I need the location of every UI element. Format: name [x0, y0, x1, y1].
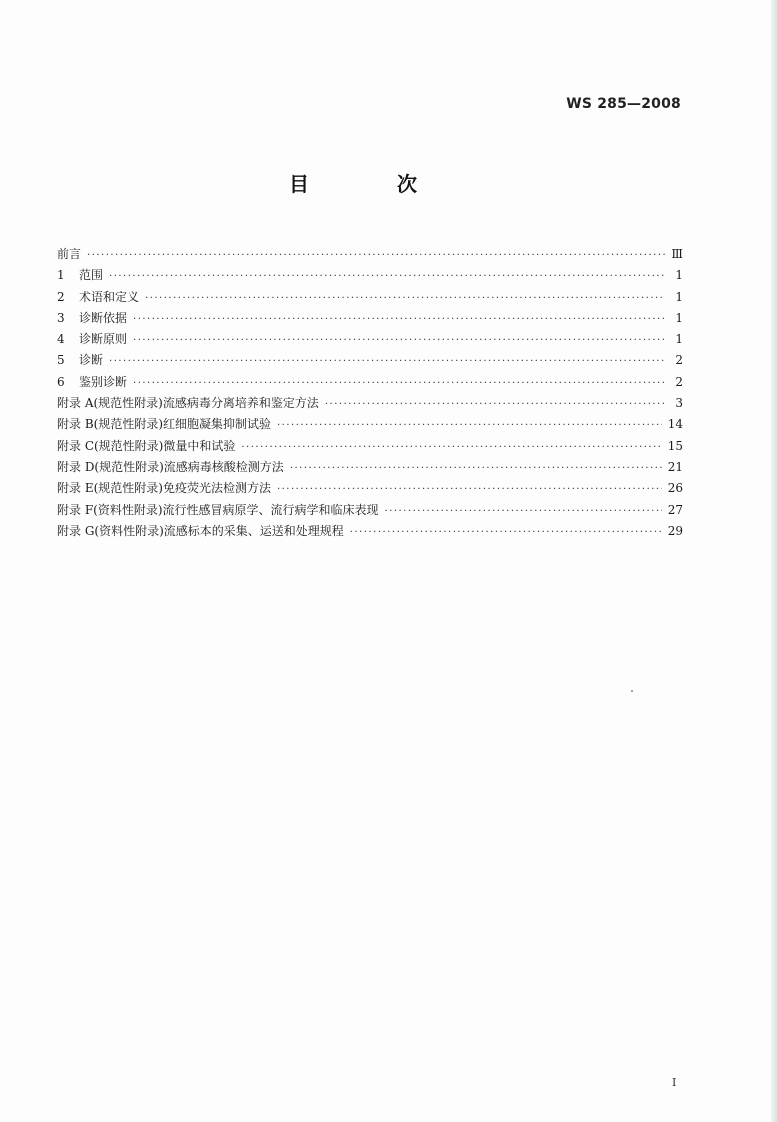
toc-entry[interactable]	[57, 244, 683, 265]
toc-entry-number: 4	[57, 332, 65, 347]
toc-entry-label: 鉴别诊断	[79, 374, 128, 389]
toc-entry[interactable]	[57, 436, 683, 457]
toc-entry[interactable]	[57, 521, 683, 542]
toc-entry-page: Ⅲ	[671, 247, 683, 261]
toc-leader-dots	[87, 245, 665, 266]
toc-entry[interactable]	[57, 372, 683, 393]
toc-leader-dots	[109, 266, 665, 287]
toc-entry-number: 2	[57, 289, 65, 304]
toc-leader-dots	[109, 351, 665, 372]
toc-leader-dots	[385, 501, 662, 522]
toc-entry-page: 1	[675, 332, 683, 347]
toc-entry[interactable]	[57, 457, 683, 478]
table-of-contents	[57, 244, 683, 542]
toc-leader-dots	[277, 415, 662, 436]
toc-entry-label: 附录 F(资料性附录)流行性感冒病原学、流行病学和临床表现	[57, 502, 379, 517]
toc-leader-dots	[277, 479, 662, 500]
toc-entry-label: 附录 A(规范性附录)流感病毒分离培养和鉴定方法	[57, 396, 319, 411]
toc-entry-page: 14	[667, 417, 683, 432]
toc-entry[interactable]	[57, 329, 683, 350]
page-number: I	[672, 1076, 677, 1089]
toc-entry-page: 2	[675, 374, 683, 389]
toc-entry-label: 诊断	[79, 353, 104, 368]
toc-entry[interactable]	[57, 287, 683, 308]
toc-entry-page: 26	[667, 481, 683, 496]
toc-entry[interactable]	[57, 478, 683, 499]
toc-entry-number: 3	[57, 310, 65, 325]
toc-entry-page: 29	[667, 523, 683, 538]
toc-leader-dots	[241, 437, 661, 458]
toc-entry-number: 1	[57, 268, 65, 283]
toc-entry-page: 1	[675, 268, 683, 283]
toc-entry-label: 范围	[79, 268, 104, 283]
toc-entry[interactable]	[57, 308, 683, 329]
toc-entry-page: 15	[667, 438, 683, 453]
toc-entry-label: 附录 D(规范性附录)流感病毒核酸检测方法	[57, 459, 284, 474]
toc-entry-page: 3	[675, 396, 683, 411]
toc-entry-page: 2	[675, 353, 683, 368]
toc-entry[interactable]	[57, 350, 683, 371]
toc-entry-label: 附录 E(规范性附录)免疫荧光法检测方法	[57, 481, 271, 496]
toc-entry-label: 诊断依据	[79, 310, 128, 325]
toc-entry-label: 附录 C(规范性附录)微量中和试验	[57, 438, 236, 453]
toc-entry[interactable]	[57, 265, 683, 286]
toc-entry[interactable]	[57, 414, 683, 435]
toc-entry-label: 诊断原则	[79, 332, 128, 347]
toc-leader-dots	[133, 330, 665, 351]
toc-leader-dots	[325, 394, 665, 415]
toc-entry[interactable]	[57, 393, 683, 414]
toc-leader-dots	[350, 522, 662, 543]
toc-entry-page: 1	[675, 310, 683, 325]
page-title: 目 次	[289, 172, 451, 196]
toc-entry[interactable]	[57, 500, 683, 521]
toc-leader-dots	[133, 309, 665, 330]
toc-entry-number: 6	[57, 374, 65, 389]
standard-code: WS 285—2008	[566, 96, 681, 112]
toc-leader-dots	[133, 373, 665, 394]
toc-entry-page: 27	[667, 502, 683, 517]
toc-leader-dots	[145, 288, 665, 309]
toc-entry-page: 1	[675, 289, 683, 304]
toc-entry-number: 5	[57, 353, 65, 368]
toc-entry-page: 21	[667, 459, 683, 474]
scan-speck	[631, 690, 633, 692]
toc-entry-label: 术语和定义	[79, 289, 140, 304]
page-edge	[771, 0, 777, 1122]
toc-entry-label: 附录 B(规范性附录)红细胞凝集抑制试验	[57, 417, 271, 432]
toc-entry-label: 前言	[57, 247, 82, 261]
toc-leader-dots	[290, 458, 662, 479]
toc-entry-label: 附录 G(资料性附录)流感标本的采集、运送和处理规程	[57, 523, 344, 538]
